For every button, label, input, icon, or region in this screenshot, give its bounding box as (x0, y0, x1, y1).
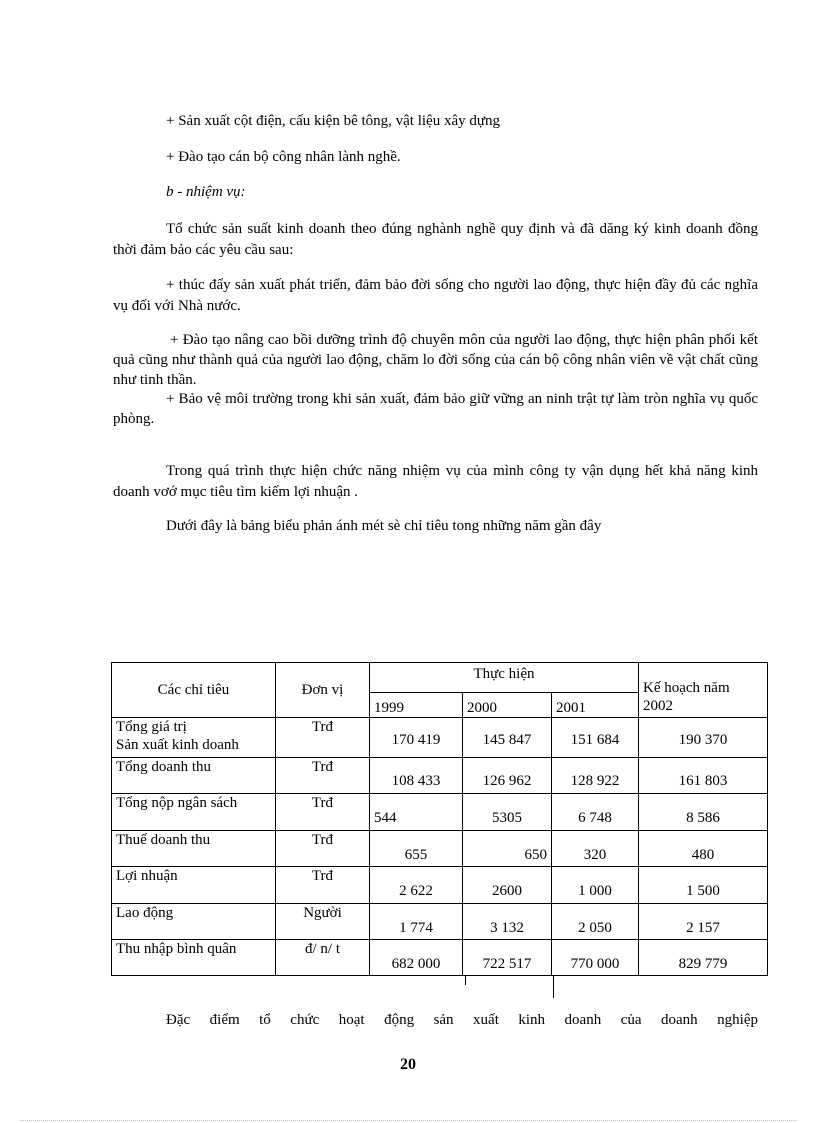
value-2000: 3 132 (490, 920, 524, 936)
cell-value (639, 718, 768, 758)
value-2001: 2 050 (578, 920, 612, 936)
value-2001: 770 000 (570, 956, 620, 972)
year-2002: 2002 (643, 698, 673, 714)
cell-value (463, 758, 552, 794)
row-unit: Trđ (276, 758, 370, 794)
table-row (112, 904, 768, 940)
table-tick-left (465, 976, 466, 985)
row-unit: Trđ (276, 831, 370, 867)
cell-value (463, 867, 552, 904)
cell-value (463, 831, 552, 867)
cell-value (370, 794, 463, 831)
cell-value (552, 794, 639, 831)
cell-value (639, 758, 768, 794)
value-2002: 161 803 (678, 773, 728, 789)
value-1999: 682 000 (391, 956, 441, 972)
table-row (112, 794, 768, 831)
paragraph-table-intro: Dưới đây là bảng biểu phản ánh mét sè chỉ tiêu tong những năm gần đây (166, 518, 602, 534)
header-actual: Thực hiện (370, 663, 639, 693)
cell-value (370, 758, 463, 794)
cell-value (370, 940, 463, 976)
value-2001: 320 (583, 847, 607, 863)
cell-value (552, 831, 639, 867)
row-label: Tổng doanh thu (112, 758, 276, 794)
cell-value (639, 794, 768, 831)
row-label: Tổng nộp ngân sách (112, 794, 276, 831)
header-indicator: Các chỉ tiêu (112, 663, 276, 718)
cell-value (639, 867, 768, 904)
cell-value (552, 904, 639, 940)
paragraph-organization: Tổ chức sản suất kinh doanh theo đúng nghành nghề quy định và đã dăng ký kinh doanh đồng thời đảm bảo các yêu cầu sau: (113, 221, 758, 258)
value-1999: 655 (404, 847, 428, 863)
value-2000: 145 847 (482, 732, 532, 748)
value-2002: 1 500 (686, 883, 720, 899)
table-row (112, 758, 768, 794)
value-2000: 126 962 (482, 773, 532, 789)
row-unit: Người (276, 904, 370, 940)
cell-value (370, 867, 463, 904)
value-1999: 2 622 (399, 883, 433, 899)
row-label: Thuế doanh thu (112, 831, 276, 867)
value-2001: 6 748 (578, 810, 612, 826)
cell-value (463, 904, 552, 940)
bullet-production: + Sản xuất cột điện, cấu kiện bê tông, vật liệu xây dựng (166, 113, 501, 129)
value-2000: 5305 (492, 810, 522, 826)
row-label: Thu nhập bình quân (112, 940, 276, 976)
header-unit: Đơn vị (276, 663, 370, 718)
value-1999: 1 774 (399, 920, 433, 936)
cell-value (552, 718, 639, 758)
value-2002: 8 586 (686, 810, 720, 826)
cell-value (552, 867, 639, 904)
cell-value (463, 718, 552, 758)
table-row (112, 940, 768, 976)
value-2001: 1 000 (578, 883, 612, 899)
cell-value (463, 794, 552, 831)
value-2000: 650 (524, 847, 547, 863)
row-unit: Trđ (276, 718, 370, 758)
paragraph-training-staff: + Đào tạo nâng cao bồi dưỡng trình độ chuyên môn của người lao động, thực hiện phân phối kết quả cũng như thành quả của người lao động, chăm lo đời sống của cán bộ công nhân viên về vật chất cũng như tinh thần. (113, 332, 758, 388)
header-plan-label: Kế hoạch năm (643, 680, 730, 696)
value-2000: 2600 (492, 883, 522, 899)
indicators-table (111, 662, 768, 976)
paragraph-business-characteristics: Đặc điểm tổ chức hoạt động sản xuất kinh doanh của doanh nghiệp (166, 1012, 758, 1028)
paragraph-environment: + Bảo vệ môi trường trong khi sản xuất, đảm bảo giữ vững an ninh trật tự làm tròn nghĩa vụ quốc phòng. (113, 391, 758, 427)
cell-value (639, 940, 768, 976)
value-2002: 190 370 (678, 732, 728, 748)
row-unit: đ/ n/ t (276, 940, 370, 976)
value-2000: 722 517 (482, 956, 532, 972)
cell-value (639, 904, 768, 940)
value-1999: 108 433 (391, 773, 441, 789)
row-unit: Trđ (276, 867, 370, 904)
value-2001: 128 922 (570, 773, 620, 789)
row-label-line: Tổng giá trị (116, 719, 187, 735)
row-label-line: Sản xuất kinh doanh (116, 737, 239, 753)
cell-value (463, 940, 552, 976)
table-tick-right (553, 976, 554, 998)
year-1999: 1999 (370, 693, 463, 718)
cell-value (552, 940, 639, 976)
table-row (112, 867, 768, 904)
paragraph-promote-production: + thúc đẩy sản xuất phát triển, đảm bảo đời sống cho người lao động, thực hiện đầy đủ các nghĩa vụ đối với Nhà nước. (113, 277, 758, 314)
table-row (112, 831, 768, 867)
year-2000: 2000 (463, 693, 552, 718)
row-label: Lao động (112, 904, 276, 940)
value-2001: 151 684 (570, 732, 620, 748)
page-border (20, 1120, 796, 1121)
cell-value (370, 718, 463, 758)
row-label: Lợi nhuận (112, 867, 276, 904)
value-2002: 480 (691, 847, 715, 863)
value-1999: 170 419 (391, 732, 441, 748)
page-number: 20 (400, 1056, 416, 1073)
paragraph-business-capability: Trong quá trình thực hiện chức năng nhiệm vụ của mình công ty vận dụng hết khả năng kinh doanh vơớ mục tiêu tìm kiếm lợi nhuận . (113, 463, 758, 500)
table-row (112, 718, 768, 758)
cell-value (370, 831, 463, 867)
value-2002: 2 157 (686, 920, 720, 936)
header-plan (639, 663, 768, 718)
value-2002: 829 779 (678, 956, 728, 972)
heading-duties: b - nhiệm vụ: (166, 184, 246, 200)
value-1999: 544 (374, 810, 397, 826)
bullet-training: + Đào tạo cán bộ công nhân lành nghề. (166, 149, 401, 165)
year-2001: 2001 (552, 693, 639, 718)
cell-value (370, 904, 463, 940)
cell-value (639, 831, 768, 867)
row-unit: Trđ (276, 794, 370, 831)
cell-value (552, 758, 639, 794)
row-label (112, 718, 276, 758)
